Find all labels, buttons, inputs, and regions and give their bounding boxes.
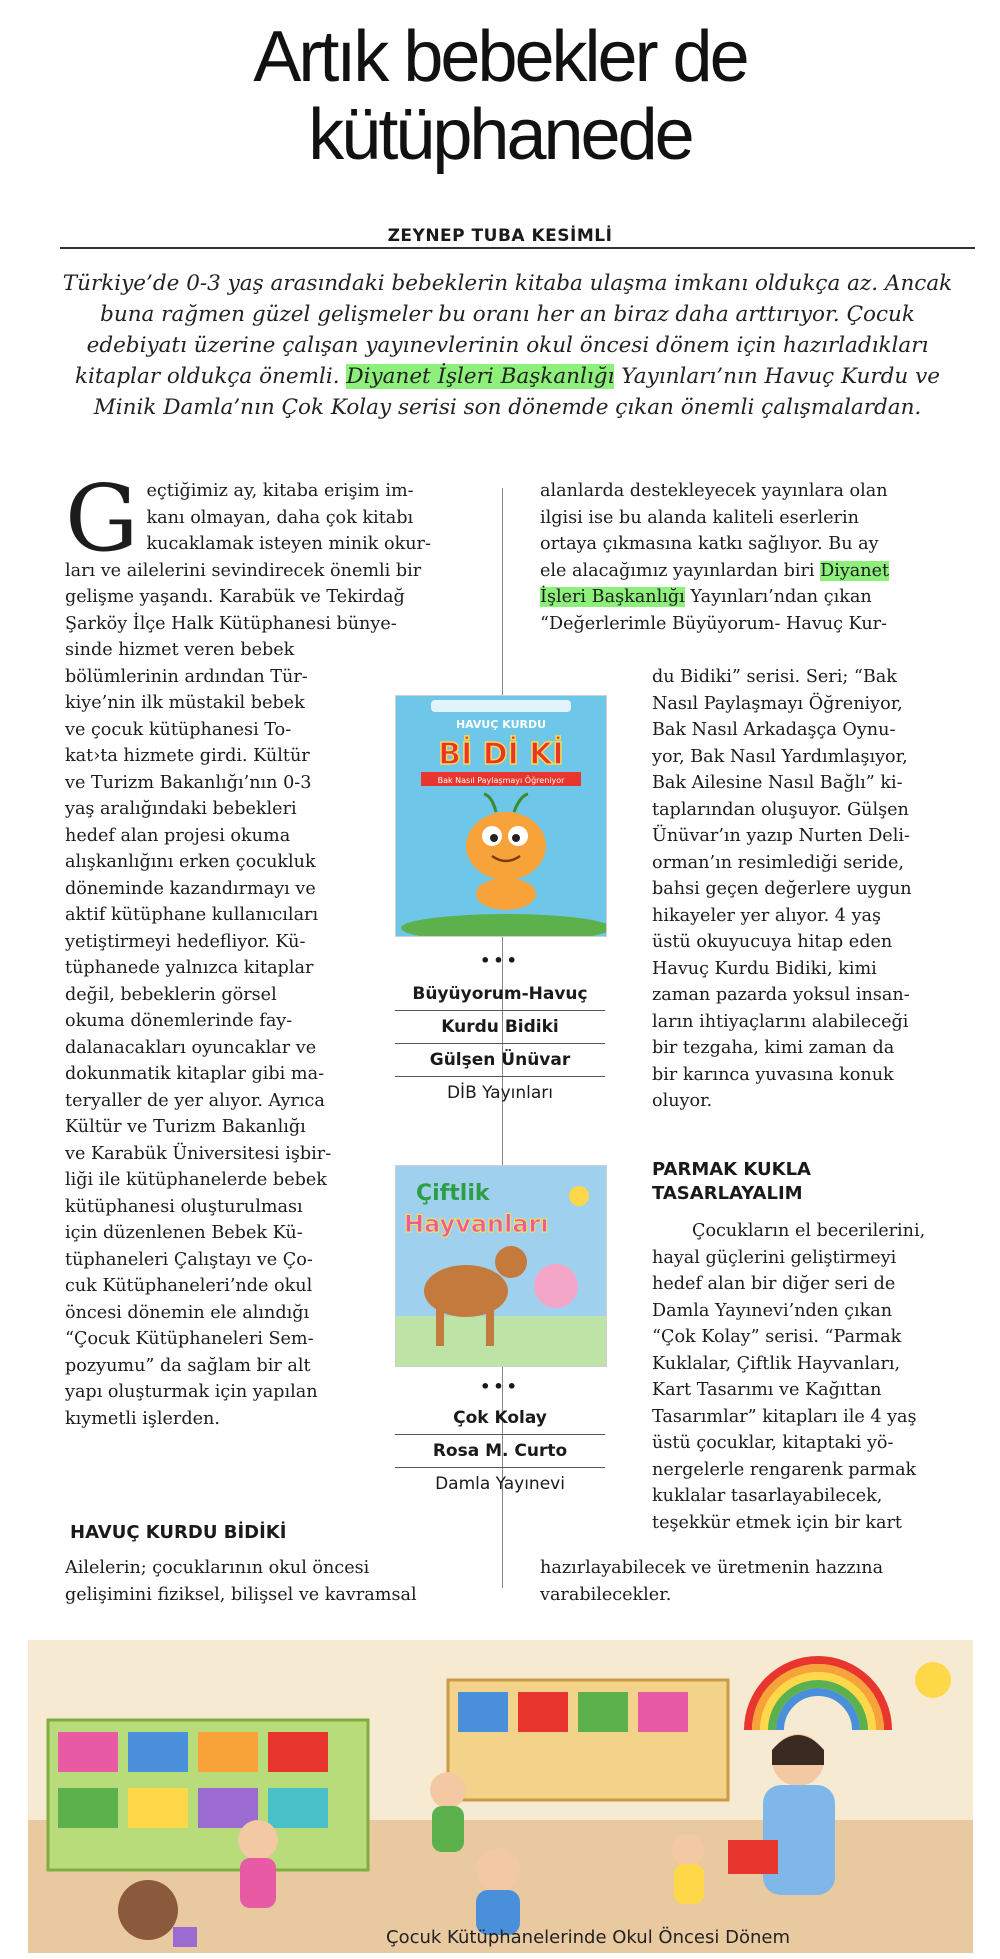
body-line: “Değerlerimle Büyüyorum- Havuç Kur- (540, 613, 888, 634)
lede-text-1: Türkiye’de 0-3 yaş arasındaki bebeklerin kitaba ulaşma imkanı oldukça az. Ancak buna rağmen güzel gelişmeler bu oranı her an biraz daha arttırıyor. Çocuk edebiyatı üzerine çalışan yayınevlerinin okul öncesi dönem için hazırladıkları kitaplar oldukça önemli. (62, 271, 953, 389)
body-line: bölümlerinin ardından Tür- (65, 666, 308, 687)
body-line: yaş aralığındaki bebekleri (65, 799, 297, 819)
body-line: ların ihtiyaçlarını alabileceği (652, 1011, 909, 1032)
title-line-1: Artık bebekler de (253, 17, 747, 97)
body-line: bir tezgaha, kimi zaman da (652, 1038, 895, 1058)
cover-series: HAVUÇ KURDU (455, 718, 547, 731)
body-line: Çocukların el becerilerini, (692, 1221, 926, 1241)
body-line: kütüphanesi oluşturulması (65, 1196, 303, 1217)
cover-title: Bİ Dİ Kİ (438, 737, 564, 772)
highlight-isleri-baskanligi: İşleri Başkanlığı (540, 587, 685, 607)
subhead-parmak-kukla (652, 1158, 952, 1206)
body-line: sinde hizmet veren bebek (65, 640, 295, 660)
body-line: üstü okuyucuya hitap eden (652, 932, 893, 952)
separator-dots: ••• (480, 1377, 520, 1396)
childrens-library-illustration (28, 1640, 973, 1953)
body-line: okuma dönemlerinde fay- (65, 1011, 293, 1031)
left-column-bottom (65, 1555, 485, 1608)
body-line: Kültür ve Turizm Bakanlığı (65, 1117, 306, 1137)
body-line: için düzenlenen Bebek Kü- (65, 1223, 303, 1243)
right-column-bottom (540, 1555, 970, 1608)
body-line: gelişimini fiziksel, bilişsel ve kavramsal (65, 1584, 417, 1605)
body-line: Kart Tasarımı ve Kağıttan (652, 1380, 882, 1400)
title-line-2: kütüphanede (308, 95, 692, 175)
body-line: tüphaneleri Çalıştayı ve Ço- (65, 1249, 313, 1270)
cover-subtitle: Bak Nasıl Paylaşmayı Öğreniyor (437, 776, 565, 785)
body-line: kucaklamak isteyen minik okur- (146, 534, 431, 554)
subhead-havuc-kurdu: HAVUÇ KURDU BİDİKİ (70, 1522, 287, 1543)
book-cover-ciftlik-hayvanlari (395, 1165, 607, 1367)
book-title: Çok Kolay (395, 1402, 605, 1435)
body-line: teryaller de yer alıyor. Ayrıca (65, 1090, 325, 1111)
body-line: kiye’nin ilk müstakil bebek (65, 693, 305, 713)
body-line: hikayeler yer alıyor. 4 yaş (652, 905, 882, 926)
body-line: gelişme yaşandı. Karabük ve Tekirdağ (65, 587, 405, 607)
separator-dots: ••• (480, 951, 520, 970)
body-line (540, 584, 965, 611)
body-line: Ailelerin; çocuklarının okul öncesi (65, 1558, 370, 1578)
body-line: taplarından oluşuyor. Gülşen (652, 799, 909, 820)
right-column-top (540, 478, 965, 637)
body-line: bir karınca yuvasına konuk (652, 1064, 894, 1085)
body-line: yor, Bak Nasıl Yardımlaşıyor, (652, 746, 908, 767)
body-text: ele alacağımız yayınlardan biri (540, 560, 821, 581)
body-line: hedef alan bir diğer seri de (652, 1274, 896, 1294)
body-line: döneminde kazandırmayı ve (65, 878, 316, 899)
lede-text-2: Yayınları’nın Havuç Kurdu ve Minik Damla’nın Çok Kolay serisi son dönemde çıkan önemli çalışmalardan. (93, 364, 940, 420)
body-line: “Çok Kolay” serisi. “Parmak (652, 1327, 902, 1347)
byline-divider (60, 247, 975, 249)
body-line: yapı oluşturmak için yapılan (65, 1382, 318, 1402)
body-line: teşekkür etmek için bir kart (652, 1512, 902, 1533)
body-line: öncesi dönemin ele alındığı (65, 1302, 310, 1323)
body-line: alanlarda destekleyecek yayınlara olan (540, 481, 888, 501)
body-line: Tasarımlar” kitapları ile 4 yaş (652, 1406, 917, 1427)
book-author: Rosa M. Curto (395, 1435, 605, 1468)
body-line: Kuklalar, Çiftlik Hayvanları, (652, 1353, 901, 1374)
book-publisher: DİB Yayınları (446, 1083, 554, 1103)
cover-title-1: Çiftlik (416, 1181, 490, 1206)
body-line: Damla Yayınevi’nden çıkan (652, 1300, 893, 1321)
body-line: varabilecekler. (540, 1584, 672, 1605)
body-line (540, 558, 965, 585)
cover-title-2: Hayvanları (404, 1210, 549, 1238)
body-line: Bak Ailesine Nasıl Bağlı” ki- (652, 773, 903, 793)
body-line: hedef alan projesi okuma (65, 825, 291, 846)
highlight-diyanet: Diyanet (820, 560, 890, 581)
body-line: Nasıl Paylaşmayı Öğreniyor, (652, 693, 903, 714)
body-line: ortaya çıkmasına katkı sağlıyor. Bu ay (540, 534, 879, 554)
body-line: du Bidiki” serisi. Seri; “Bak (652, 667, 897, 687)
body-line: oluyor. (652, 1091, 713, 1111)
book-cover-bidiki (395, 695, 607, 937)
body-line: aktif kütüphane kullanıcıları (65, 905, 319, 925)
body-line: dokunmatik kitaplar gibi ma- (65, 1064, 325, 1084)
book-title-line-1: Büyüyorum-Havuç (395, 978, 605, 1011)
body-line: “Çocuk Kütüphaneleri Sem- (65, 1329, 314, 1349)
body-line: yetiştirmeyi hedefliyor. Kü- (65, 931, 306, 952)
byline: ZEYNEP TUBA KESİMLİ (387, 226, 613, 246)
book-box-bidiki (395, 695, 613, 1165)
body-text: Yayınları’ndan çıkan (684, 587, 872, 607)
body-line: hazırlayabilecek ve üretmenin hazzına (540, 1558, 884, 1578)
book-box-cok-kolay (395, 1165, 613, 1505)
body-line: kuklalar tasarlayabilecek, (652, 1486, 883, 1506)
body-line: değil, bebeklerin görsel (65, 984, 277, 1005)
body-line: zaman pazarda yoksul insan- (652, 985, 910, 1005)
body-line: ları ve ailelerini sevindirecek önemli bir (65, 560, 422, 581)
body-line: ve Turizm Bakanlığı’nın 0-3 (65, 772, 312, 793)
body-line: kanı olmayan, daha çok kitabı (146, 507, 414, 528)
body-line: dalanacakları oyuncaklar ve (65, 1037, 317, 1058)
body-line: Havuç Kurdu Bidiki, kimi (652, 958, 877, 979)
body-line: kıymetli işlerden. (65, 1408, 220, 1429)
body-line: üstü çocuklar, kitaptaki yö- (652, 1433, 894, 1453)
drop-cap: G (65, 465, 139, 572)
book-title-line-2: Kurdu Bidiki (395, 1011, 605, 1044)
book-author: Gülşen Ünüvar (395, 1044, 605, 1077)
subhead-line: PARMAK KUKLA (652, 1159, 811, 1180)
body-line: nergelerle rengarenk parmak (652, 1459, 917, 1480)
body-line: ve çocuk kütüphanesi To- (65, 719, 292, 740)
body-line: liği ile kütüphanelerde bebek (65, 1170, 327, 1190)
body-line: Şarköy İlçe Halk Kütüphanesi bünye- (65, 613, 397, 634)
lede (55, 268, 960, 423)
body-line: orman’ın resimlediği seride, (652, 852, 904, 873)
right-column-narrow (652, 664, 972, 1115)
body-line: kat›ta hizmete girdi. Kültür (65, 746, 310, 766)
body-line: hayal güçlerini geliştirmeyi (652, 1247, 897, 1268)
body-line: ve Karabük Üniversitesi işbir- (65, 1143, 332, 1164)
body-line: Bak Nasıl Arkadaşça Oynu- (652, 720, 896, 740)
subhead-line: TASARLAYALIM (652, 1183, 803, 1204)
body-line: bahsi geçen değerlere uygun (652, 879, 912, 899)
book-publisher: Damla Yayınevi (435, 1474, 565, 1494)
illustration-caption: Çocuk Kütüphanelerinde Okul Öncesi Dönem (386, 1927, 790, 1948)
body-line: cuk Kütüphaneleri’nde okul (65, 1276, 313, 1296)
body-line: eçtiğimiz ay, kitaba erişim im- (146, 481, 414, 501)
body-line: alışkanlığını erken çocukluk (65, 852, 316, 872)
body-line: pozyumu” da sağlam bir alt (65, 1355, 311, 1376)
lede-highlight: Diyanet İşleri Başkanlığı (346, 364, 615, 389)
body-line: Ünüvar’ın yazıp Nurten Deli- (652, 826, 910, 846)
body-line: ilgisi ise bu alanda kaliteli eserlerin (540, 507, 859, 528)
body-line: tüphanede yalnızca kitaplar (65, 958, 314, 978)
article-title (0, 18, 1000, 174)
right-column-section2 (652, 1218, 972, 1536)
